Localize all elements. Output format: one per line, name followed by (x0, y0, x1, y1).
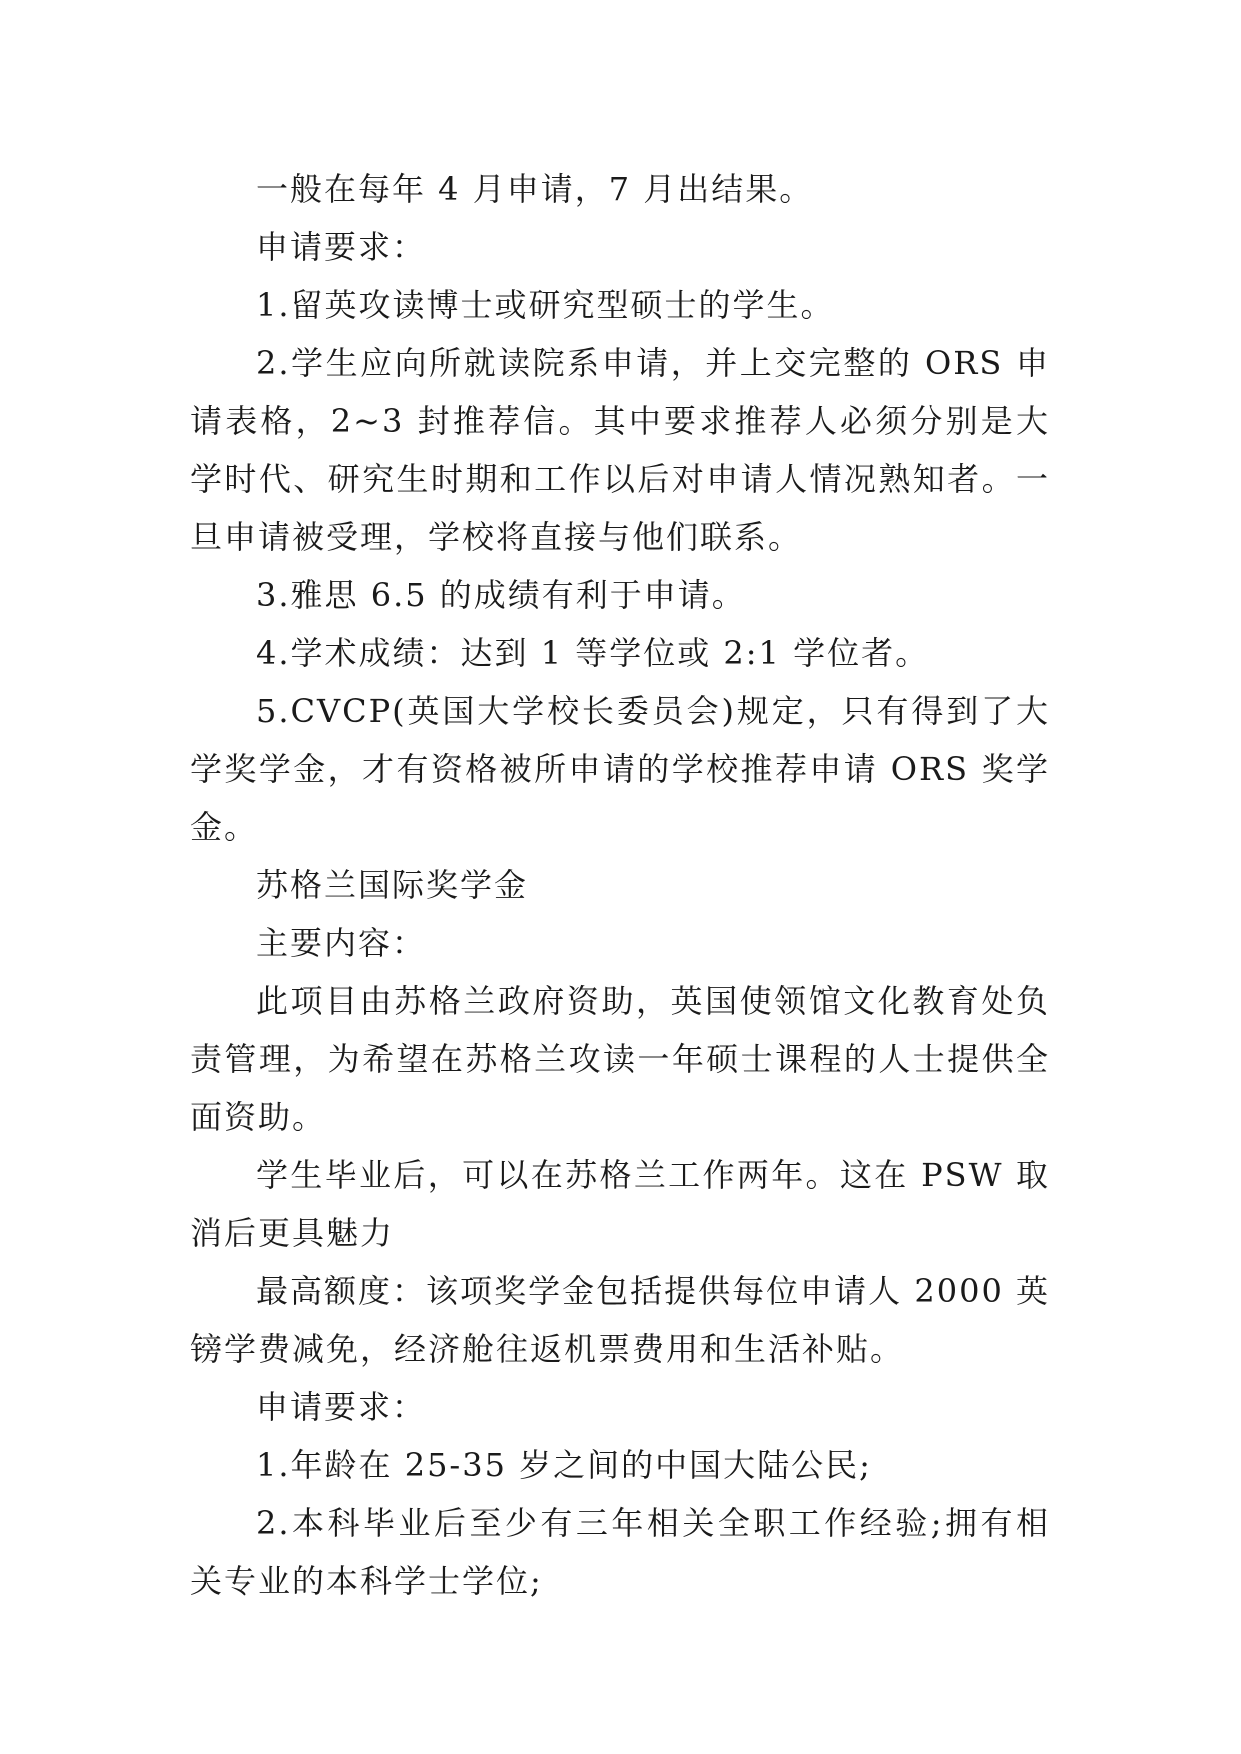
paragraph-work-after-graduation: 学生毕业后，可以在苏格兰工作两年。这在 PSW 取消后更具魅力 (190, 1156, 1050, 1252)
paragraph-requirement-2: 2.学生应向所就读院系申请，并上交完整的 ORS 申请表格，2~3 封推荐信。其中要求推荐人必须分别是大学时代、研究生时期和工作以后对申请人情况熟知者。一旦申请被受理，学校将直接与他们联系。 (190, 344, 1050, 556)
paragraph-requirement-3: 3.雅思 6.5 的成绩有利于申请。 (256, 576, 746, 614)
paragraph-requirements-heading: 申请要求： (256, 228, 427, 266)
paragraph-maximum-amount: 最高额度：该项奖学金包括提供每位申请人 2000 英镑学费减免，经济舱往返机票费用和生活补贴。 (190, 1272, 1050, 1368)
paragraph-program-description: 此项目由苏格兰政府资助，英国使领馆文化教育处负责管理，为希望在苏格兰攻读一年硕士课程的人士提供全面资助。 (190, 982, 1050, 1136)
document-body (190, 160, 1050, 1610)
paragraph-application-timing: 一般在每年 4 月申请，7 月出结果。 (256, 170, 814, 208)
paragraph-requirements-heading-2: 申请要求： (256, 1388, 427, 1426)
paragraph-scotland-requirement-2: 2.本科毕业后至少有三年相关全职工作经验;拥有相关专业的本科学士学位; (190, 1504, 1050, 1600)
paragraph-requirement-5: 5.CVCP(英国大学校长委员会)规定，只有得到了大学奖学金，才有资格被所申请的学校推荐申请 ORS 奖学金。 (190, 692, 1050, 846)
paragraph-main-content-heading: 主要内容： (256, 924, 427, 962)
paragraph-requirement-1: 1.留英攻读博士或研究型硕士的学生。 (256, 286, 835, 324)
paragraph-section-title: 苏格兰国际奖学金 (256, 866, 529, 904)
paragraph-requirement-4: 4.学术成绩：达到 1 等学位或 2:1 学位者。 (256, 634, 930, 672)
paragraph-scotland-requirement-1: 1.年龄在 25-35 岁之间的中国大陆公民; (256, 1446, 872, 1484)
